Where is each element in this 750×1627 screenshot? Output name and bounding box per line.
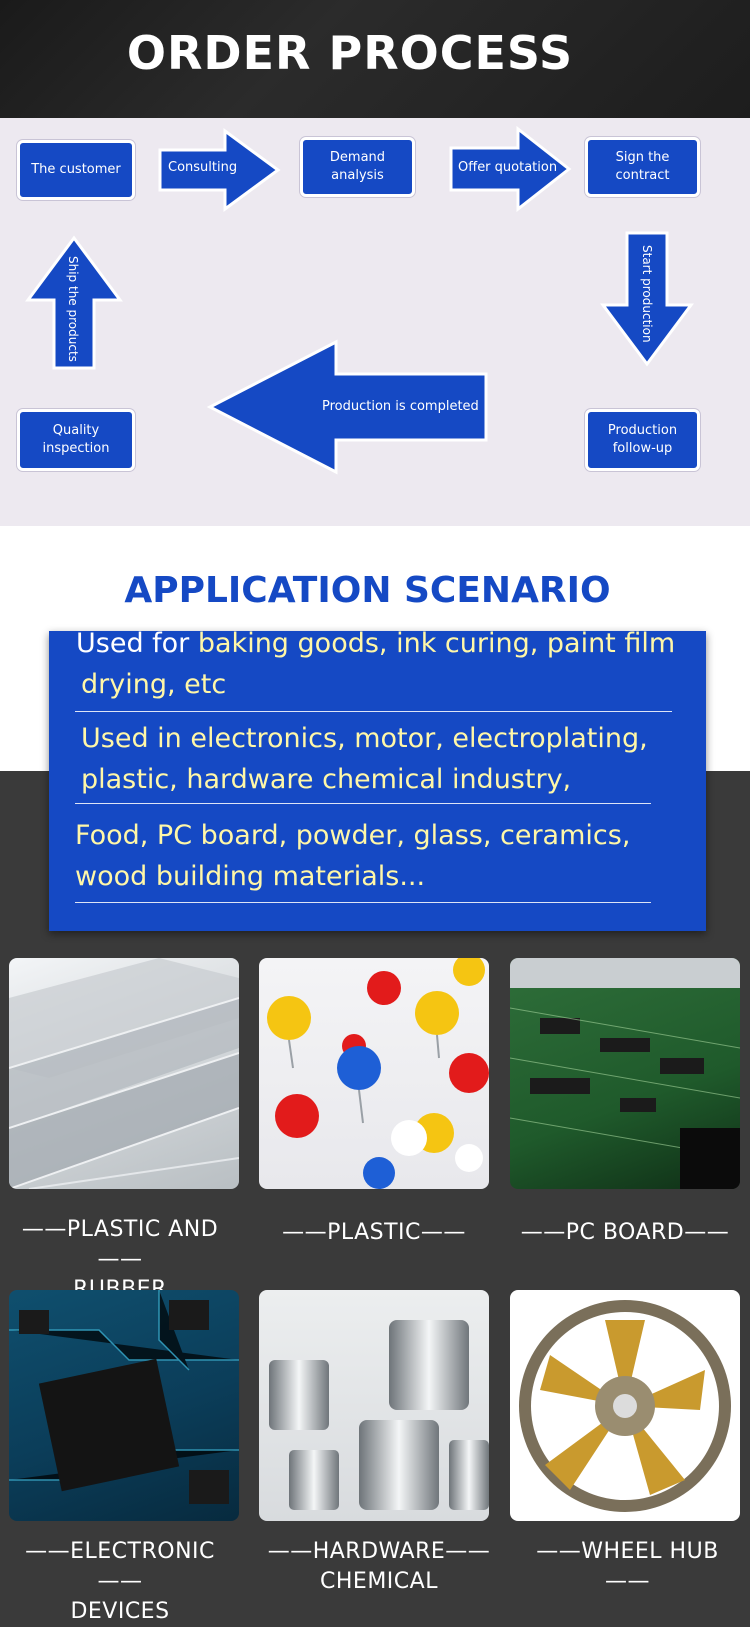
application-line-6: wood building materials... bbox=[75, 861, 426, 892]
ship-products-label: Ship the products bbox=[66, 256, 80, 362]
consulting-label: Consulting bbox=[168, 160, 238, 175]
caption-hardware-chemical: ——HARDWARE—— CHEMICAL bbox=[267, 1539, 491, 1594]
order-process-diagram bbox=[0, 118, 750, 526]
caption-electronic-devices: ——ELECTRONIC —— DEVICES bbox=[25, 1539, 215, 1624]
metal-fittings-image bbox=[259, 1290, 489, 1521]
application-line-3: Used in electronics, motor, electroplating, bbox=[81, 723, 648, 754]
header-banner bbox=[0, 0, 750, 118]
caption-plastic: ——PLASTIC—— bbox=[282, 1220, 466, 1245]
caption-pc-board: ——PC BOARD—— bbox=[520, 1220, 730, 1245]
application-line-5: Food, PC board, powder, glass, ceramics, bbox=[75, 820, 631, 851]
divider bbox=[75, 803, 651, 804]
application-line-2: drying, etc bbox=[81, 669, 227, 700]
push-pins-image bbox=[259, 958, 489, 1189]
application-line-4: plastic, hardware chemical industry, bbox=[81, 764, 572, 795]
application-scenario-box bbox=[49, 628, 706, 931]
caption-wheel-hub: ——WHEEL HUB—— bbox=[536, 1539, 719, 1594]
step-quality-inspection: Quality inspection bbox=[17, 409, 135, 471]
start-production-label: Start production bbox=[640, 245, 654, 343]
application-scenario-title: APPLICATION SCENARIO bbox=[124, 570, 611, 611]
caption-plastic-and-rubber: ——PLASTIC AND—— bbox=[21, 1217, 219, 1272]
microchip-board-image bbox=[9, 1290, 239, 1521]
divider bbox=[75, 902, 651, 903]
wheel-hub-image bbox=[510, 1290, 740, 1521]
application-line-1: Used for baking goods, ink curing, paint film bbox=[76, 628, 676, 659]
production-completed-label: Production is completed bbox=[322, 399, 479, 414]
divider bbox=[75, 711, 672, 712]
order-process-title: ORDER PROCESS bbox=[126, 26, 574, 80]
step-sign-contract: Sign the contract bbox=[585, 137, 700, 197]
pc-board-image bbox=[510, 958, 740, 1189]
step-the-customer: The customer bbox=[17, 140, 135, 200]
offer-quotation-label: Offer quotation bbox=[458, 160, 558, 175]
step-demand-analysis: Demand analysis bbox=[300, 137, 415, 197]
glass-sheets-image bbox=[9, 958, 239, 1189]
step-production-follow-up: Production follow-up bbox=[585, 409, 700, 471]
